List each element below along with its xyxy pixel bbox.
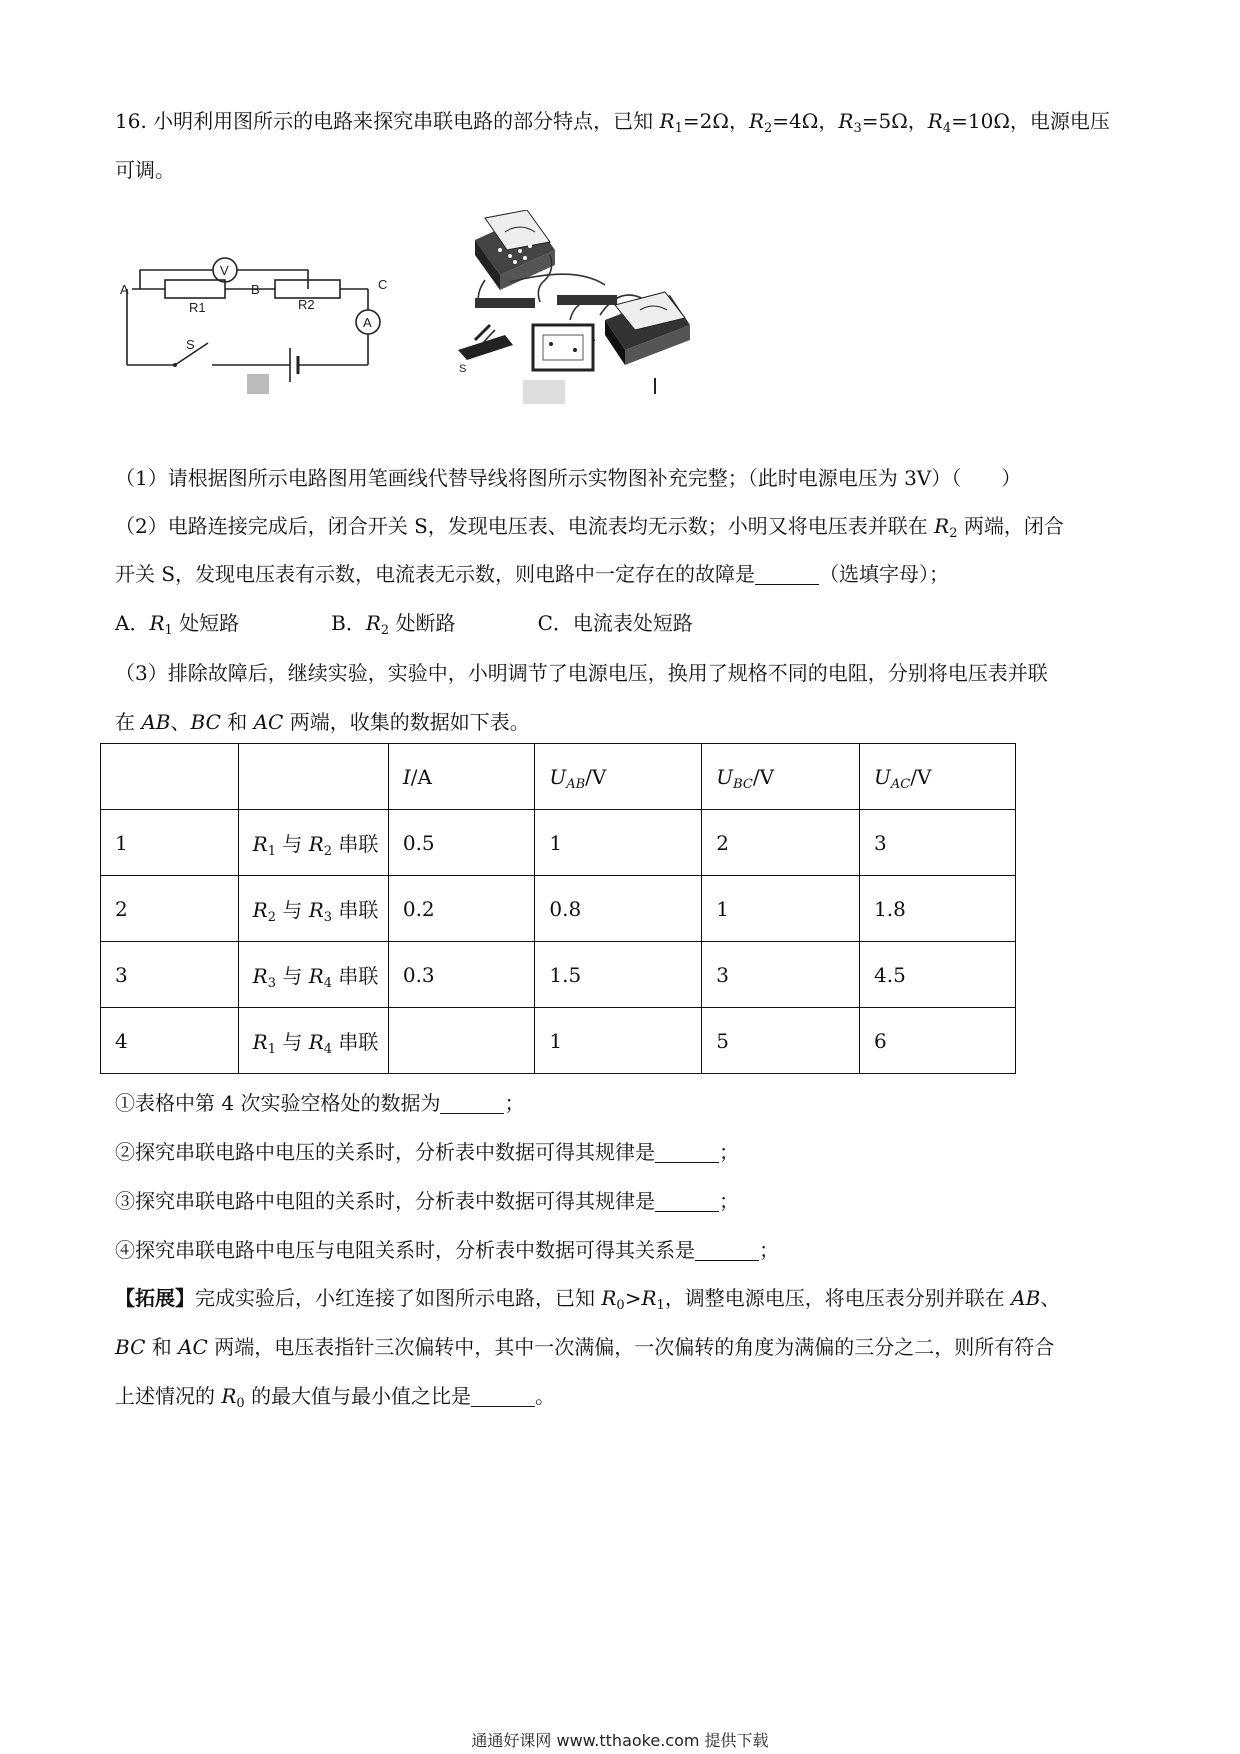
- row-ubc: 1: [702, 876, 860, 942]
- photo-label-s: S: [459, 363, 467, 375]
- option-c: C．电流表处短路: [537, 611, 693, 635]
- answer-blank[interactable]: [655, 1191, 719, 1212]
- apparatus-photo: [455, 210, 690, 425]
- switch-device: [458, 325, 513, 360]
- part-2-options: [115, 608, 1135, 638]
- row-uab: 0.8: [535, 876, 702, 942]
- label-s: S: [186, 337, 195, 352]
- label-b: B: [251, 282, 260, 297]
- label-a: A: [120, 282, 129, 297]
- sub-question-1: ①表格中第 4 次实验空格处的数据为 ；: [115, 1091, 525, 1115]
- part-3-line-2: 在 AB、BC 和 AC 两端，收集的数据如下表。: [115, 710, 530, 734]
- page-footer: 通通好课网 www.tthaoke.com 提供下载: [471, 1731, 769, 1750]
- row-number: 1: [101, 810, 239, 876]
- row-uac: 6: [860, 1008, 1016, 1074]
- label-amp: A: [363, 315, 372, 330]
- answer-blank[interactable]: [440, 1093, 504, 1114]
- table-header-ubc: $U_{BC}/V$: [702, 744, 860, 810]
- table-row: [101, 876, 1016, 942]
- table-header-cell: [101, 744, 239, 810]
- part-2-line-2: 开关 S，发现电压表有示数，电流表无示数，则电路中一定存在的故障是 （选填字母）；: [115, 562, 950, 586]
- resistor-r1: [165, 280, 225, 298]
- answer-blank[interactable]: [695, 1240, 759, 1261]
- question-intro: 16. 小明利用图所示的电路来探究串联电路的部分特点，已知 $R_1=2\Omega$，$R_2=4\Omega$，$R_3=5\Omega$，$R_4=10\Omega$，电源电压: [115, 109, 1110, 136]
- table-header-cell: [238, 744, 388, 810]
- row-uab: 1: [535, 1008, 702, 1074]
- row-number: 2: [101, 876, 239, 942]
- row-pair: $R_3$ 与 $R_4$ 串联: [238, 942, 388, 1008]
- data-table: [100, 743, 1016, 1074]
- part-1: （1）请根据图所示电路图用笔画线代替导线将图所示实物图补充完整；（此时电源电压为 3V）（ ）: [115, 466, 1022, 490]
- table-header-uab: $U_{AB}/V$: [535, 744, 702, 810]
- row-ubc: 3: [702, 942, 860, 1008]
- ammeter-device: [605, 292, 690, 365]
- table-header-row: [101, 744, 1016, 810]
- part-3-line-1: （3）排除故障后，继续实验，实验中，小明调节了电源电压，换用了规格不同的电阻，分别将电压表并联: [115, 661, 1048, 685]
- table-row: [101, 810, 1016, 876]
- option-a: A．$R_1$ 处短路: [115, 611, 240, 638]
- row-current: 0.3: [388, 942, 535, 1008]
- resistor-board-1: [475, 298, 535, 308]
- row-uac: 3: [860, 810, 1016, 876]
- voltmeter-device: [475, 210, 555, 290]
- row-number: 3: [101, 942, 239, 1008]
- answer-blank[interactable]: [655, 1142, 719, 1163]
- table-row: [101, 942, 1016, 1008]
- table-row: [101, 1008, 1016, 1074]
- answer-blank[interactable]: [755, 564, 819, 585]
- extension-line-1: 【拓展】完成实验后，小红连接了如图所示电路，已知 $R_0>R_1$，调整电源电压，将电压表分别并联在 AB、: [115, 1286, 1061, 1313]
- extension-line-2: BC 和 AC 两端，电压表指针三次偏转中，其中一次满偏，一次偏转的角度为满偏的三分之二，则所有符合: [115, 1335, 1055, 1359]
- row-pair: $R_1$ 与 $R_2$ 串联: [238, 810, 388, 876]
- row-number: 4: [101, 1008, 239, 1074]
- table-header-uac: $U_{AC}/V$: [860, 744, 1016, 810]
- battery-box: [533, 325, 593, 370]
- option-b: B．$R_2$ 处断路: [331, 611, 456, 638]
- row-pair: $R_2$ 与 $R_3$ 串联: [238, 876, 388, 942]
- label-v: V: [220, 263, 229, 278]
- sub-question-3: ③探究串联电路中电阻的关系时，分析表中数据可得其规律是 ；: [115, 1189, 739, 1213]
- question-intro-cont: 可调。: [115, 158, 175, 182]
- extension-line-3: 上述情况的 $R_0$ 的最大值与最小值之比是 。: [115, 1384, 556, 1411]
- resistor-board-2: [557, 295, 617, 305]
- question-number: 16.: [115, 109, 147, 133]
- sub-question-2: ②探究串联电路中电压的关系时，分析表中数据可得其规律是 ；: [115, 1140, 739, 1164]
- row-ubc: 5: [702, 1008, 860, 1074]
- row-uab: 1.5: [535, 942, 702, 1008]
- label-c: C: [378, 277, 388, 292]
- sub-question-4: ④探究串联电路中电压与电阻关系时，分析表中数据可得其关系是 ；: [115, 1238, 779, 1262]
- row-ubc: 2: [702, 810, 860, 876]
- row-uab: 1: [535, 810, 702, 876]
- scan-smudge: [523, 380, 565, 404]
- row-current: 0.5: [388, 810, 535, 876]
- scan-smudge: [247, 374, 269, 394]
- row-pair: $R_1$ 与 $R_4$ 串联: [238, 1008, 388, 1074]
- table-header-current: I/A: [388, 744, 535, 810]
- row-current-blank[interactable]: [388, 1008, 535, 1074]
- answer-blank[interactable]: [471, 1386, 535, 1407]
- circuit-diagram: [120, 235, 450, 425]
- row-current: 0.2: [388, 876, 535, 942]
- label-r1: R1: [189, 300, 206, 315]
- label-r2: R2: [298, 297, 315, 312]
- row-uac: 1.8: [860, 876, 1016, 942]
- part-2-line-1: （2）电路连接完成后，闭合开关 S，发现电压表、电流表均无示数；小明又将电压表并联在 $R_2$ 两端，闭合: [115, 514, 1064, 541]
- row-uac: 4.5: [860, 942, 1016, 1008]
